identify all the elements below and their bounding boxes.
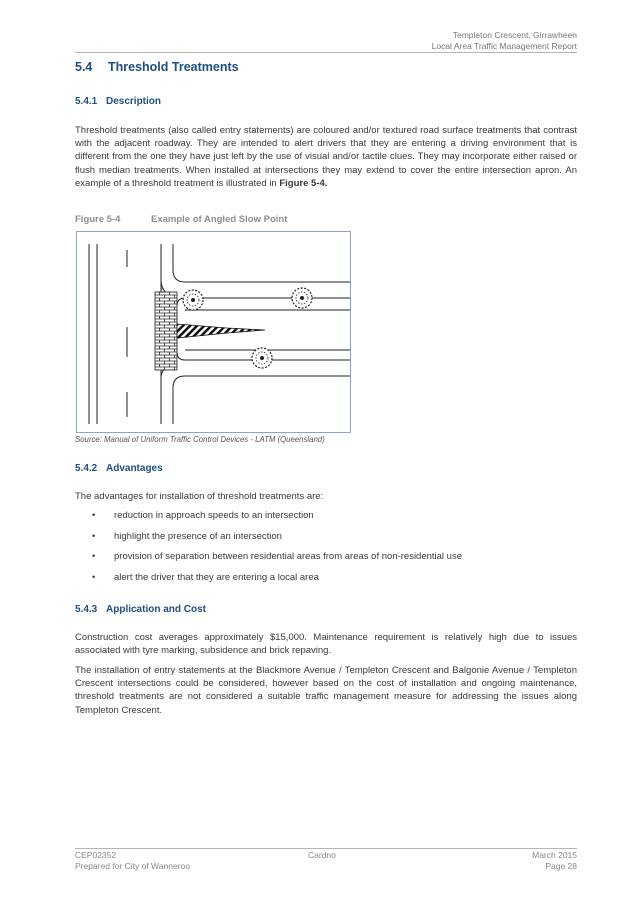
footer-divider bbox=[75, 848, 577, 849]
footer-left bbox=[75, 850, 190, 872]
tree-upper-right bbox=[292, 288, 312, 308]
description-heading bbox=[75, 96, 161, 107]
advantages-number: 5.4.2 bbox=[75, 463, 98, 474]
figure-title: Example of Angled Slow Point bbox=[151, 214, 288, 225]
figure-number: Figure 5-4 bbox=[75, 214, 121, 225]
page-header bbox=[432, 30, 577, 52]
bullet-icon: • bbox=[92, 530, 96, 542]
footer-right bbox=[532, 850, 577, 872]
list-item-text: alert the driver that they are entering a local area bbox=[114, 572, 319, 584]
description-paragraph bbox=[75, 124, 577, 190]
application-paragraph-1: Construction cost averages approximately $15,000. Maintenance requirement is relatively high due to issues associated with tyre marking, subsidence and brick repaving. bbox=[75, 632, 577, 657]
list-item bbox=[92, 530, 462, 551]
angled-slow-point-drawing bbox=[77, 232, 350, 432]
advantages-intro: The advantages for installation of threshold treatments are: bbox=[75, 491, 324, 502]
section-title: Threshold Treatments bbox=[108, 60, 239, 74]
tree-lower bbox=[252, 348, 272, 368]
footer-page-number: Page 28 bbox=[545, 861, 577, 871]
list-item-text: highlight the presence of an intersection bbox=[114, 530, 282, 542]
footer-date: March 2015 bbox=[532, 850, 577, 860]
footer-prepared-for: Prepared for City of Wanneroo bbox=[75, 861, 190, 871]
header-divider bbox=[75, 52, 577, 53]
footer-company: Cardno bbox=[308, 850, 336, 860]
description-text: Threshold treatments (also called entry statements) are coloured and/or textured road surface treatments that contrast with the adjacent roadway. They are intended to alert drivers that they are entering a driving environment that is different from the one they have just left by the use of visual and/or tactile clues. They may incorporate either raised or flush median treatments. When installed at intersections they may extend to cover the entire intersection apron. An example of a threshold treatment is illustrated in bbox=[75, 125, 577, 189]
section-number: 5.4 bbox=[75, 60, 93, 74]
section-heading bbox=[75, 60, 239, 74]
bullet-icon: • bbox=[92, 510, 96, 521]
tree-upper-left bbox=[183, 290, 203, 310]
figure-diagram bbox=[76, 231, 351, 433]
description-title: Description bbox=[106, 96, 162, 107]
figure-reference: Figure 5-4. bbox=[279, 177, 328, 189]
advantages-heading bbox=[75, 463, 163, 474]
application-paragraph-2: The installation of entry statements at the Blackmore Avenue / Templeton Crescent and Balgonie Avenue / Templeton Crescent intersections could be considered, however based on the cost of installation and ongoing maintenance, threshold treatments are not considered a suitable traffic management measure for addressing the issues along Templeton Crescent. bbox=[75, 665, 577, 716]
footer-doc-number: CEP02352 bbox=[75, 850, 117, 860]
description-number: 5.4.1 bbox=[75, 96, 98, 107]
hatched-median bbox=[177, 324, 265, 338]
figure-caption bbox=[75, 214, 287, 225]
advantages-list bbox=[92, 509, 462, 592]
list-item bbox=[92, 550, 462, 571]
application-title: Application and Cost bbox=[106, 604, 206, 615]
bullet-icon: • bbox=[92, 551, 96, 563]
application-heading bbox=[75, 604, 206, 615]
list-item bbox=[92, 509, 462, 530]
side-road-top-kerb bbox=[173, 244, 350, 282]
bullet-icon: • bbox=[92, 572, 96, 584]
list-item-text: provision of separation between residential areas from areas of non-residential use bbox=[114, 551, 463, 563]
application-number: 5.4.3 bbox=[75, 604, 98, 615]
header-location: Templeton Crescent, Girrawheen bbox=[452, 30, 577, 40]
header-report-title: Local Area Traffic Management Report bbox=[431, 41, 577, 51]
side-road-bottom-kerb bbox=[173, 376, 350, 424]
advantages-title: Advantages bbox=[106, 463, 163, 474]
list-item-text: reduction in approach speeds to an intersection bbox=[114, 510, 314, 521]
brick-threshold-band bbox=[155, 292, 177, 370]
list-item bbox=[92, 571, 462, 592]
figure-source: Source: Manual of Uniform Traffic Control Devices - LATM (Queensland) bbox=[75, 435, 325, 444]
